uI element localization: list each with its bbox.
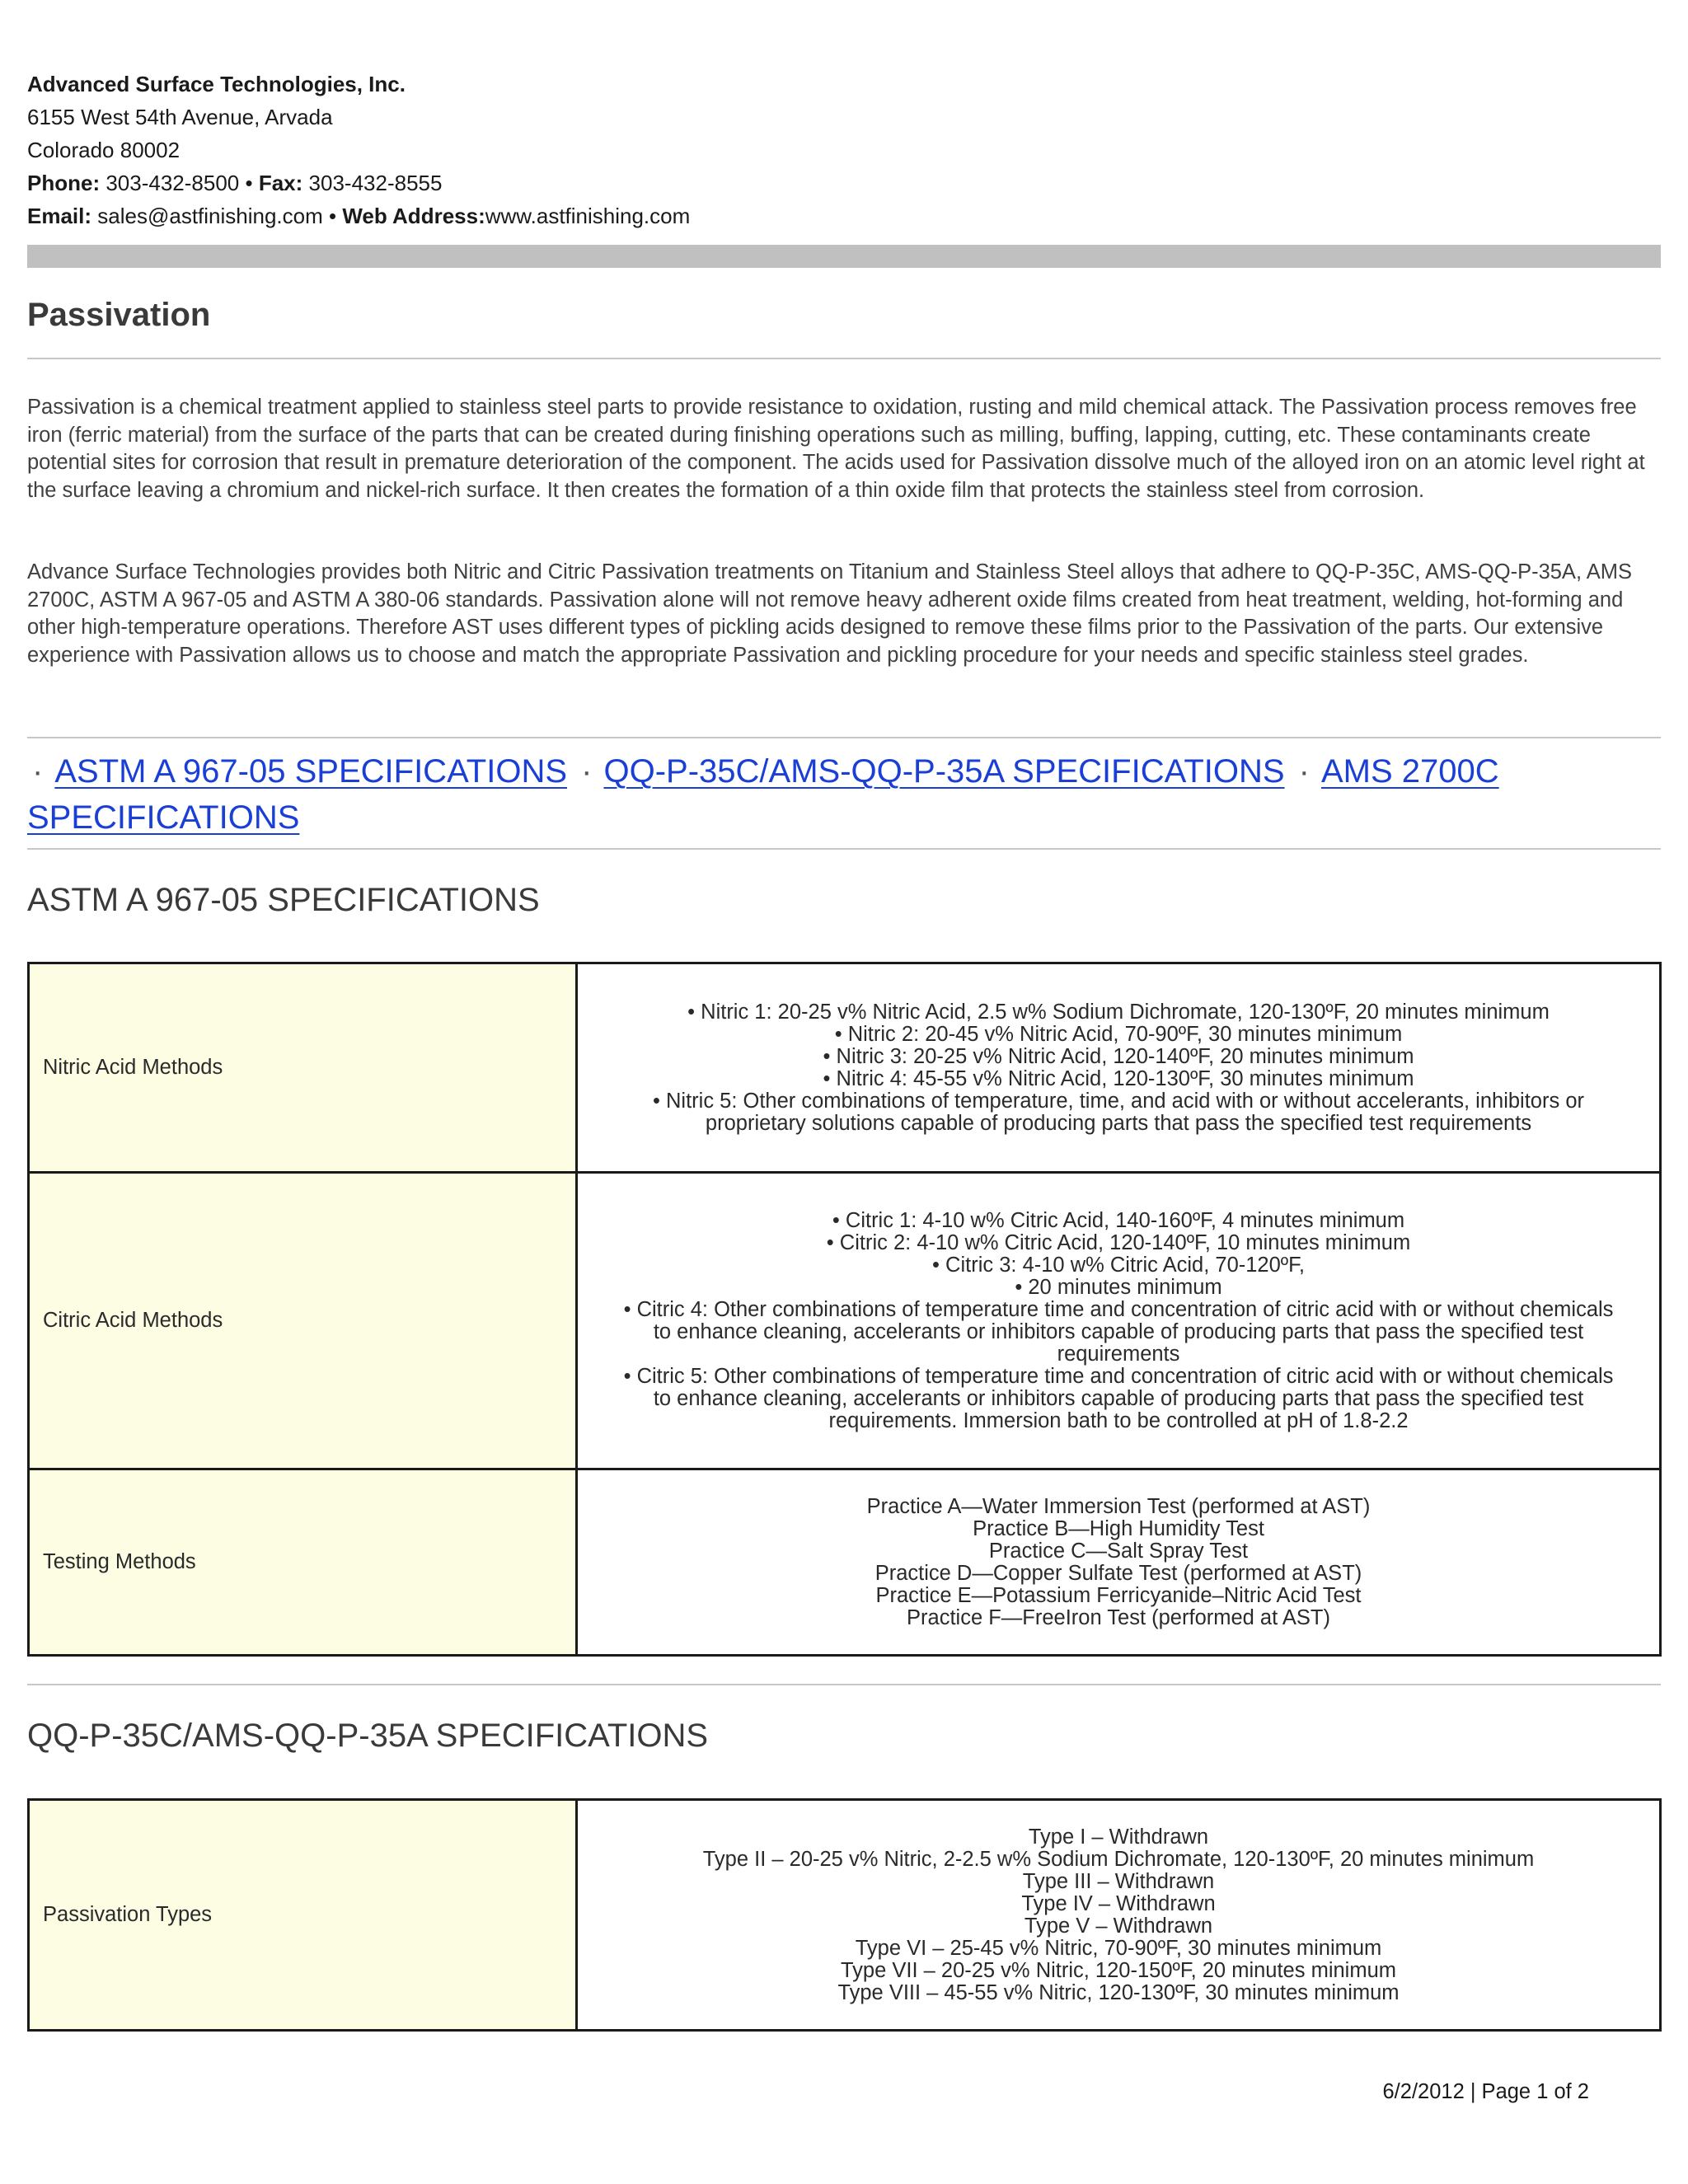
content-line: • Citric 5: Other combinations of temperature time and concentration of citric acid with or without chemicals [623, 1364, 1614, 1388]
nav-link-qqp[interactable]: QQ-P-35C/AMS-QQ-P-35A SPECIFICATIONS [603, 753, 1285, 790]
web-label: Web Address: [342, 204, 485, 228]
table-row [29, 1800, 1661, 2031]
row-content [577, 1469, 1661, 1656]
title-divider [27, 358, 1661, 359]
row-label: Passivation Types [29, 1800, 577, 2031]
email-address: sales@astfinishing.com [97, 204, 323, 228]
fax-label: Fax: [258, 171, 303, 195]
intro-paragraph-1: Passivation is a chemical treatment applied to stainless steel parts to provide resistance to oxidation, rusting and mild chemical attack. The Passivation process removes free iron (ferric material) from the surface of the parts that can be created during finishing operations such as milling, buffing, lapping, cutting, etc. These contaminants create potential sites for corrosion that result in premature deterioration of the component. The acids used for Passivation dissolve much of the alloyed iron on an atomic level right at the surface leaving a chromium and nickel-rich surface. It then creates the formation of a thin oxide film that protects the stainless steel from corrosion. [27, 396, 1645, 502]
content-line: Type V – Withdrawn [1024, 1914, 1213, 1938]
section-divider [27, 1684, 1661, 1685]
email-web-line [27, 199, 690, 232]
table-row [29, 1469, 1661, 1656]
nav-bullet: · [32, 753, 44, 790]
fax-number: 303-432-8555 [308, 171, 443, 195]
content-line: Type VII – 20-25 v% Nitric, 120-150ºF, 20 minutes minimum [840, 1958, 1396, 1982]
content-line: • Citric 1: 4-10 w% Citric Acid, 140-160ºF, 4 minutes minimum [832, 1208, 1405, 1232]
nav-link-astm[interactable]: ASTM A 967-05 SPECIFICATIONS [54, 753, 568, 790]
content-line: • Citric 3: 4-10 w% Citric Acid, 70-120ºF, [932, 1253, 1305, 1277]
table-row [29, 1173, 1661, 1469]
nav-bullet: · [1298, 753, 1310, 790]
phone-label: Phone: [27, 171, 101, 195]
content-line: Type I – Withdrawn [1028, 1825, 1209, 1849]
content-line: • Nitric 5: Other combinations of temperature, time, and acid with or without accelerants, inhibitors or [652, 1089, 1584, 1113]
section-title-qqp: QQ-P-35C/AMS-QQ-P-35A SPECIFICATIONS [27, 1718, 709, 1754]
web-address: www.astfinishing.com [485, 204, 691, 228]
content-line: Type II – 20-25 v% Nitric, 2-2.5 w% Sodium Dichromate, 120-130ºF, 20 minutes minimum [702, 1847, 1535, 1871]
nav-bullet: · [581, 753, 593, 790]
address-line-2: Colorado 80002 [27, 138, 181, 162]
content-line: • Nitric 3: 20-25 v% Nitric Acid, 120-140ºF, 20 minutes minimum [823, 1044, 1414, 1068]
row-label: Testing Methods [29, 1469, 577, 1656]
phone-fax-line [27, 166, 690, 199]
content-line: • Citric 4: Other combinations of temperature time and concentration of citric acid with or without chemicals [623, 1297, 1614, 1321]
content-line: to enhance cleaning, accelerants or inhibitors capable of producing parts that pass the specified test [653, 1386, 1584, 1410]
page-title: Passivation [27, 297, 211, 333]
row-label: Citric Acid Methods [29, 1173, 577, 1469]
page-footer: 6/2/2012 | Page 1 of 2 [1382, 2080, 1589, 2103]
section-title-astm: ASTM A 967-05 SPECIFICATIONS [27, 882, 540, 918]
row-content [577, 1173, 1661, 1469]
content-line: Type IV – Withdrawn [1021, 1891, 1216, 1915]
content-line: to enhance cleaning, accelerants or inhibitors capable of producing parts that pass the specified test [653, 1319, 1584, 1343]
company-header [27, 68, 690, 232]
nav-top-divider [27, 737, 1661, 738]
qqp-spec-table [27, 1798, 1662, 2032]
header-divider-bar [27, 245, 1661, 268]
content-line: • Nitric 1: 20-25 v% Nitric Acid, 2.5 w% Sodium Dichromate, 120-130ºF, 20 minutes minimum [687, 1000, 1550, 1024]
address-line-1: 6155 West 54th Avenue, Arvada [27, 105, 333, 129]
separator: • [245, 171, 253, 195]
row-content [577, 963, 1661, 1173]
content-line: Practice D—Copper Sulfate Test (performed at AST) [874, 1561, 1362, 1585]
content-line: • 20 minutes minimum [1015, 1275, 1222, 1299]
content-line: proprietary solutions capable of producing parts that pass the specified test requirements [705, 1111, 1532, 1135]
content-line: Practice C—Salt Spray Test [988, 1539, 1249, 1563]
astm-spec-table [27, 962, 1662, 1657]
content-line: Type VIII – 45-55 v% Nitric, 120-130ºF, 30 minutes minimum [837, 1980, 1400, 2004]
content-line: Practice B—High Humidity Test [973, 1516, 1264, 1540]
company-name: Advanced Surface Technologies, Inc. [27, 72, 406, 96]
nav-bottom-divider [27, 848, 1661, 850]
section-nav [27, 748, 1661, 841]
intro-paragraph-2: Advance Surface Technologies provides both Nitric and Citric Passivation treatments on Titanium and Stainless Steel alloys that adhere to QQ-P-35C, AMS-QQ-P-35A, AMS 2700C, ASTM A 967-05 and ASTM A 380-06 standards. Passivation alone will not remove heavy adherent oxide films created from heat treatment, welding, hot-forming and other high-temperature operations. Therefore AST uses different types of pickling acids designed to remove these films prior to the Passivation of the parts. Our extensive experience with Passivation allows us to choose and match the appropriate Passivation and pickling procedure for your needs and specific stainless steel grades. [27, 560, 1632, 667]
content-line: Type III – Withdrawn [1022, 1869, 1215, 1893]
table-row [29, 963, 1661, 1173]
separator: • [329, 204, 337, 228]
content-line: Type VI – 25-45 v% Nitric, 70-90ºF, 30 minutes minimum [855, 1936, 1382, 1960]
content-line: requirements [1057, 1342, 1180, 1366]
content-line: Practice A—Water Immersion Test (performed at AST) [866, 1494, 1371, 1518]
phone-number: 303-432-8500 [106, 171, 240, 195]
email-label: Email: [27, 204, 92, 228]
content-line: requirements. Immersion bath to be controlled at pH of 1.8-2.2 [828, 1408, 1409, 1432]
content-line: • Nitric 2: 20-45 v% Nitric Acid, 70-90ºF, 30 minutes minimum [834, 1022, 1403, 1046]
nav-link-ams[interactable]: AMS 2700C SPECIFICATIONS [27, 753, 1499, 836]
row-label: Nitric Acid Methods [29, 963, 577, 1173]
content-line: • Citric 2: 4-10 w% Citric Acid, 120-140ºF, 10 minutes minimum [826, 1230, 1411, 1254]
content-line: • Nitric 4: 45-55 v% Nitric Acid, 120-130ºF, 30 minutes minimum [823, 1066, 1414, 1090]
content-line: Practice E—Potassium Ferricyanide–Nitric Acid Test [875, 1583, 1362, 1607]
row-content [577, 1800, 1661, 2031]
content-line: Practice F—FreeIron Test (performed at AST) [907, 1605, 1330, 1629]
